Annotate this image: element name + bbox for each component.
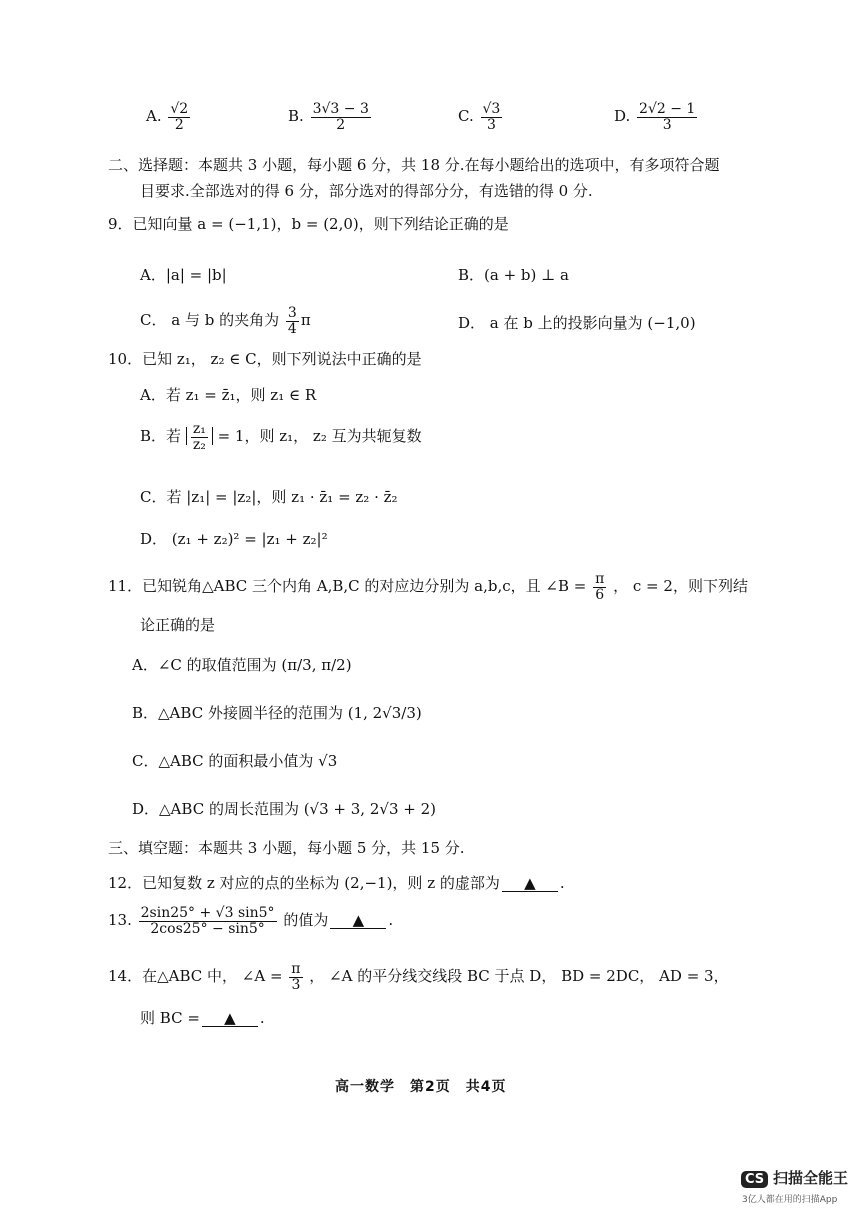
q9-option-b: B．(a + b) ⊥ a <box>458 266 569 284</box>
q14-line2: 则 BC = ▲ . <box>140 1009 265 1027</box>
q10-option-d: D． (z₁ + z₂)² = |z₁ + z₂|² <box>140 530 328 548</box>
q14-line1: 14．在△ABC 中， ∠A = $\frac{\pi}{3}$ ， ∠A 的平分线交线段 BC 于点 D， BD = 2DC， AD = 3， <box>108 961 729 993</box>
q10-option-a: A．若 z₁ = z̄₁，则 z₁ ∈ R <box>140 386 317 404</box>
q12: 12．已知复数 z 对应的点的坐标为 (2,−1)，则 z 的虚部为 ▲ . <box>108 874 565 892</box>
section2-line2: 目要求.全部选对的得 6 分，部分选对的得部分分，有选错的得 0 分. <box>140 182 593 200</box>
q8-option-a: A. $\frac{√2}{2}$ <box>146 101 189 133</box>
q11-stem-line2: 论正确的是 <box>140 616 216 634</box>
q8-option-c: C. $\frac{√3}{3}$ <box>458 101 501 133</box>
q8-option-b: B. $\frac{3√3 - 3}{2}$ <box>288 101 369 133</box>
q9-option-a: A．|a| = |b| <box>140 266 227 284</box>
q9-option-c: C． a 与 b 的夹角为 $\frac{3}{4}$ π <box>140 305 311 337</box>
q9-option-d: D． a 在 b 上的投影向量为 (−1,0) <box>458 314 696 332</box>
answer-blank: ▲ <box>502 876 558 892</box>
q13: 13. $\frac{2\sin 25^\circ + √3 \sin 5^\circ}{2\cos 25^\circ - \sin 5^\circ}$ 的值为 ▲ . <box>108 905 394 937</box>
q11-option-b: B．△ABC 外接圆半径的范围为 (1, 2√3/3) <box>132 704 422 722</box>
section2-line1: 二、选择题：本题共 3 小题，每小题 6 分，共 18 分.在每小题给出的选项中，有多项符合题 <box>108 156 720 174</box>
q11-option-c: C．△ABC 的面积最小值为 √3 <box>132 752 338 770</box>
q10-option-b: B．若 $\frac{\text{z₁}}{\text{z₂}}$ = 1，则 z₁， z₂ 互为共轭复数 <box>140 421 422 453</box>
q11-option-a: A．∠C 的取值范围为 (π/3, π/2) <box>132 656 352 674</box>
answer-blank: ▲ <box>330 913 386 929</box>
q9-stem: 9．已知向量 a = (−1,1)，b = (2,0)，则下列结论正确的是 <box>108 215 509 233</box>
q10-option-c: C．若 |z₁| = |z₂|，则 z₁ · z̄₁ = z₂ · z̄₂ <box>140 488 398 506</box>
q11-stem: 11．已知锐角△ABC 三个内角 A,B,C 的对应边分别为 a,b,c，且 ∠B = $\frac{\pi}{6}$ ， c = 2，则下列结 <box>108 571 748 603</box>
camscanner-logo-icon: CS <box>741 1171 768 1188</box>
page-footer: 高一数学 第2页 共4页 <box>335 1079 507 1095</box>
q10-stem: 10．已知 z₁， z₂ ∈ C，则下列说法中正确的是 <box>108 350 422 368</box>
scanner-tagline: 3亿人都在用的扫描App <box>742 1195 838 1205</box>
section3-heading: 三、填空题：本题共 3 小题，每小题 5 分，共 15 分. <box>108 839 465 857</box>
q11-option-d: D．△ABC 的周长范围为 (√3 + 3, 2√3 + 2) <box>132 800 436 818</box>
q8-option-d: D. $\frac{2√2 - 1}{3}$ <box>614 101 696 133</box>
scanner-watermark <box>741 1167 848 1188</box>
answer-blank: ▲ <box>202 1011 258 1027</box>
scanner-name: 扫描全能王 <box>772 1169 848 1187</box>
